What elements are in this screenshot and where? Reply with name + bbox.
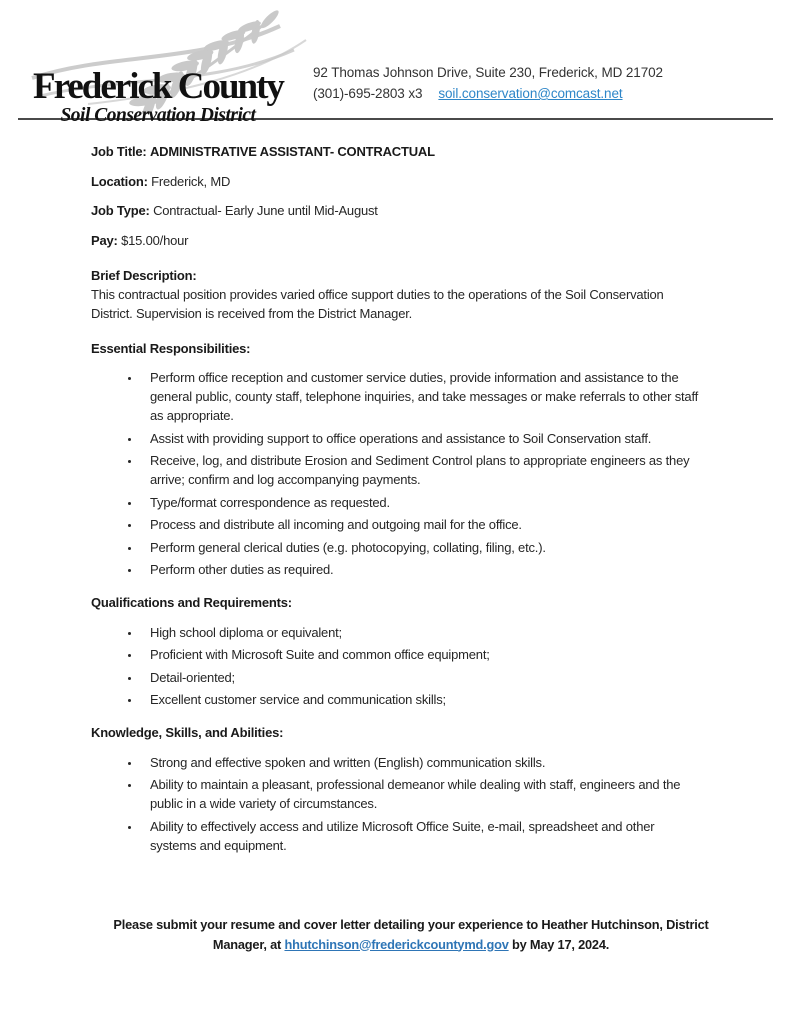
qualifications-heading: Qualifications and Requirements: — [91, 595, 292, 610]
list-item: • High school diploma or equivalent; — [141, 623, 703, 642]
list-item: • Perform general clerical duties (e.g. photocopying, collating, filing, etc.). — [141, 538, 703, 557]
list-item: • Assist with providing support to office operations and assistance to Soil Conservation staff. — [141, 429, 703, 448]
section-qualifications — [91, 593, 703, 709]
letterhead — [0, 0, 791, 126]
job-location-value: Frederick, MD — [151, 173, 231, 189]
logo-subtitle: Soil Conservation District — [60, 105, 256, 126]
list-item: • Strong and effective spoken and written (English) communication skills. — [141, 753, 703, 772]
responsibilities-heading: Essential Responsibilities: — [91, 340, 251, 356]
job-posting-body — [0, 120, 791, 955]
contact-email-link[interactable]: soil.conservation@comcast.net — [438, 86, 623, 101]
job-pay-value: $15.00/hour — [121, 232, 189, 248]
list-item: • Perform office reception and customer service duties, provide information and assistance to the general public, county staff, telephone inquiries, and take messages or make referrals to other staff as appropriate. — [141, 368, 703, 425]
job-title-value: ADMINISTRATIVE ASSISTANT- CONTRACTUAL — [149, 144, 435, 159]
job-location-label: Location: — [91, 173, 148, 189]
application-instructions — [91, 915, 731, 955]
contact-address: 92 Thomas Johnson Drive, Suite 230, Frederick, MD 21702 — [313, 65, 663, 80]
district-logo — [33, 68, 283, 126]
responsibilities-list — [91, 368, 703, 579]
skills-heading: Knowledge, Skills, and Abilities: — [91, 725, 284, 740]
brief-description-text: This contractual position provides varied office support duties to the operations of the Soil Conservation District. Supervision is received from the District Manager. — [91, 286, 664, 321]
section-brief-description — [91, 266, 703, 323]
list-item: • Process and distribute all incoming and outgoing mail for the office. — [141, 515, 703, 534]
list-item: • Ability to effectively access and utilize Microsoft Office Suite, e-mail, spreadsheet and other systems and equipment. — [141, 817, 703, 855]
job-pay-line — [91, 231, 703, 250]
job-type-value: Contractual- Early June until Mid-August — [153, 203, 378, 218]
job-location-line — [91, 172, 703, 191]
list-item: • Detail-oriented; — [141, 668, 703, 687]
brief-description-heading: Brief Description: — [91, 267, 197, 283]
job-type-line — [91, 201, 703, 220]
job-title-line — [91, 142, 703, 161]
logo-title: Frederick County — [33, 66, 283, 107]
list-item: • Perform other duties as required. — [141, 560, 703, 579]
list-item: • Proficient with Microsoft Suite and common office equipment; — [141, 645, 703, 664]
section-skills — [91, 723, 703, 855]
application-text-after: by May 17, 2024. — [508, 936, 610, 952]
application-email-link[interactable]: hhutchinson@frederickcountymd.gov — [284, 936, 509, 952]
contact-info — [313, 62, 663, 104]
list-item: • Receive, log, and distribute Erosion and Sediment Control plans to appropriate engineers as they arrive; confirm and log accompanying payments. — [141, 451, 703, 489]
job-title-label: Job Title: — [91, 144, 147, 159]
application-text-before: Please submit your resume and cover letter detailing your experience to Heather Hutchinson, District Manager, at — [113, 916, 709, 952]
skills-list — [91, 753, 703, 855]
section-responsibilities — [91, 339, 703, 580]
job-pay-label: Pay: — [91, 232, 118, 248]
list-item: • Ability to maintain a pleasant, professional demeanor while dealing with staff, engineers and the public in a wide variety of circumstances. — [141, 775, 703, 813]
contact-row — [313, 83, 663, 104]
list-item: • Type/format correspondence as requested. — [141, 493, 703, 512]
qualifications-list — [91, 623, 703, 710]
contact-phone: (301)-695-2803 x3 — [313, 86, 423, 101]
list-item: • Excellent customer service and communication skills; — [141, 690, 703, 709]
job-type-label: Job Type: — [91, 203, 150, 218]
